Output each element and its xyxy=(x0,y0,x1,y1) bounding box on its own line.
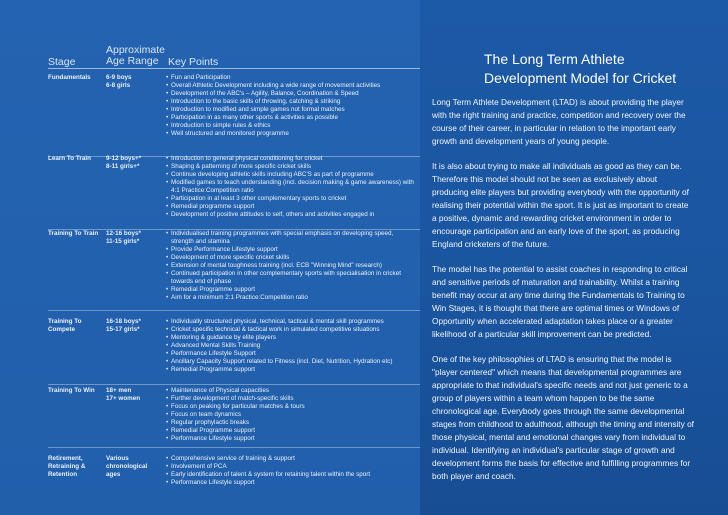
key-point: • Performance Lifestyle support xyxy=(166,435,416,443)
key-point: • Focus on peaking for particular matches & tours xyxy=(166,403,416,411)
key-points-list xyxy=(166,455,416,487)
key-point: • Participation in at least 3 other complementary sports to cricket xyxy=(166,195,416,203)
key-point: • Overall Athletic Development including a wide range of movement activities xyxy=(166,82,416,90)
key-point: • Remedial programme support xyxy=(166,203,416,211)
article-paragraph: Long Term Athlete Development (LTAD) is about providing the player with the right training and practice, competition and recovery over the course of their career, in particular in relation to the important early growth and development years of young people. xyxy=(432,97,686,146)
key-points-list xyxy=(166,155,416,219)
key-point: • Performance Lifestyle Support xyxy=(166,350,416,358)
key-point: • Further development of match-specific skills xyxy=(166,395,416,403)
table-header xyxy=(48,44,420,69)
key-point: • Involvement of PCA xyxy=(166,463,416,471)
key-point: • Maintenance of Physical capacities xyxy=(166,387,416,395)
age-range: Various chronological ages xyxy=(106,455,148,478)
key-point: • Development of more specific cricket skills xyxy=(166,254,416,262)
stage-label: Training To Win xyxy=(48,387,95,394)
key-point: • Modified games to teach understanding (incl. decision making & game awareness) with 4:1 Practice:Competition ratio xyxy=(166,179,416,195)
age-range: 16-18 boys* 15-17 girls* xyxy=(106,318,142,333)
key-point: • Advanced Mental Skills Training xyxy=(166,342,416,350)
key-point: • Early identification of talent & system for retaining talent within the sport xyxy=(166,471,416,479)
key-point: • Remedial Programme support xyxy=(166,427,416,435)
table-row-training-to-win xyxy=(48,387,420,448)
key-point: • Comprehensive service of training & support xyxy=(166,455,416,463)
table-row-training-to-compete xyxy=(48,318,420,385)
key-point: • Individually structured physical, technical, tactical & mental skill programmes xyxy=(166,318,416,326)
key-point: • Participation in as many other sports & activities as possible xyxy=(166,114,416,122)
stage-label: Learn To Train xyxy=(48,155,91,162)
table-row-learn-to-train xyxy=(48,155,420,230)
table-row-retirement xyxy=(48,455,420,491)
key-point: • Extension of mental toughness training (incl. ECB "Winning Mind" research) xyxy=(166,262,416,270)
header-age-range: Approximate Age Range xyxy=(106,44,165,67)
key-points-list xyxy=(166,387,416,443)
key-point: • Well structured and monitored programme xyxy=(166,130,416,138)
key-point: • Remedial Programme support xyxy=(166,286,416,294)
key-point: • Development of positive attitudes to self, others and activities engaged in xyxy=(166,211,416,219)
key-point: • Aim for a minimum 2:1 Practice:Competition ratio xyxy=(166,294,416,302)
key-points-list xyxy=(166,230,416,302)
key-point: • Introduction to modified and simple games not formal matches xyxy=(166,106,416,114)
key-point: • Focus on team dynamics xyxy=(166,411,416,419)
article-paragraph: One of the key philosophies of LTAD is ensuring that the model is "player centered" which means that developmental programmes are appropriate to that individual's specific needs and not just generic to a group of players within a team whom happen to be the same chronological age. Everybody goes through the same developmental stages from childhood to adulthood, although the timing and intensity of those physical, mental and emotional changes vary from individual to individual. Identifying an individual's particular stage of growth and development forms the basis for effective and fulfilling programmes for both player and coach. xyxy=(432,354,694,481)
key-point: • Shaping & patterning of more specific cricket skills xyxy=(166,163,416,171)
key-point: • Mentoring & guidance by elite players xyxy=(166,334,416,342)
table-row-training-to-train xyxy=(48,230,420,311)
stage-label: Fundamentals xyxy=(48,74,91,81)
key-points-list xyxy=(166,318,416,374)
key-point: • Fun and Participation xyxy=(166,74,416,82)
age-range: 6-9 boys 6-8 girls xyxy=(106,74,132,89)
stage-label: Training To Compete xyxy=(48,318,82,333)
age-range: 18+ men 17+ women xyxy=(106,387,141,402)
article-panel xyxy=(432,0,694,515)
article-paragraph: It is also about trying to make all individuals as good as they can be. Therefore this model should not be seen as exclusively about producing elite players but providing everybody with the opportunity of realising their potential within the sport. It is just as important to create a positive, dynamic and rewarding cricket environment in order to encourage participation and an early love of the sport, as producing England cricketers of the future. xyxy=(432,161,689,249)
key-point: • Individualised training programmes with special emphasis on developing speed, strength and stamina xyxy=(166,230,416,246)
key-point: • Continued participation in other complementary sports with specialisation in cricket towards end of phase xyxy=(166,270,416,286)
key-point: • Introduction to general physical conditioning for cricket xyxy=(166,155,416,163)
key-point: • Regular prophylactic breaks xyxy=(166,419,416,427)
key-point: • Development of the ABC's – Agility, Balance, Coordination & Speed xyxy=(166,90,416,98)
stage-label: Retirement, Retraining & Retention xyxy=(48,455,86,478)
key-points-list xyxy=(166,74,416,138)
stage-label: Training To Train xyxy=(48,230,99,237)
age-range: 12-16 boys* 11-15 girls* xyxy=(106,230,142,245)
key-point: • Introduction to simple rules & ethics xyxy=(166,122,416,130)
key-point: • Performance Lifestyle support xyxy=(166,479,416,487)
header-stage: Stage xyxy=(48,56,76,68)
key-point: • Provide Performance Lifestyle support xyxy=(166,246,416,254)
key-point: • Remedial Programme support xyxy=(166,366,416,374)
article-body xyxy=(432,96,694,495)
page-title: The Long Term Athlete Development Model for Cricket xyxy=(484,51,677,86)
key-point: • Ancillary Capacity Support related to Fitness (incl. Diet, Nutrition, Hydration etc) xyxy=(166,358,416,366)
header-key-points: Key Points xyxy=(168,56,219,68)
key-point: • Introduction to the basic skills of throwing, catching & striking xyxy=(166,98,416,106)
key-point: • Continue developing athletic skills including ABC'S as part of programme xyxy=(166,171,416,179)
age-range: 9-12 boys+* 8-11 girls+* xyxy=(106,155,142,170)
key-point: • Cricket specific technical & tactical work in simulated competitive situations xyxy=(166,326,416,334)
table-row-fundamentals xyxy=(48,74,420,157)
article-paragraph: The model has the potential to assist coaches in responding to critical and sensitive periods of maturation and trainability. Whilst a training benefit may occur at any time during the Fundamentals to Training to Win Stages, it is thought that there are optimal times or Windows of Opportunity when accelerated adaptation takes place or a greater likelihood of a particular skill improvement can be predicted. xyxy=(432,264,688,339)
